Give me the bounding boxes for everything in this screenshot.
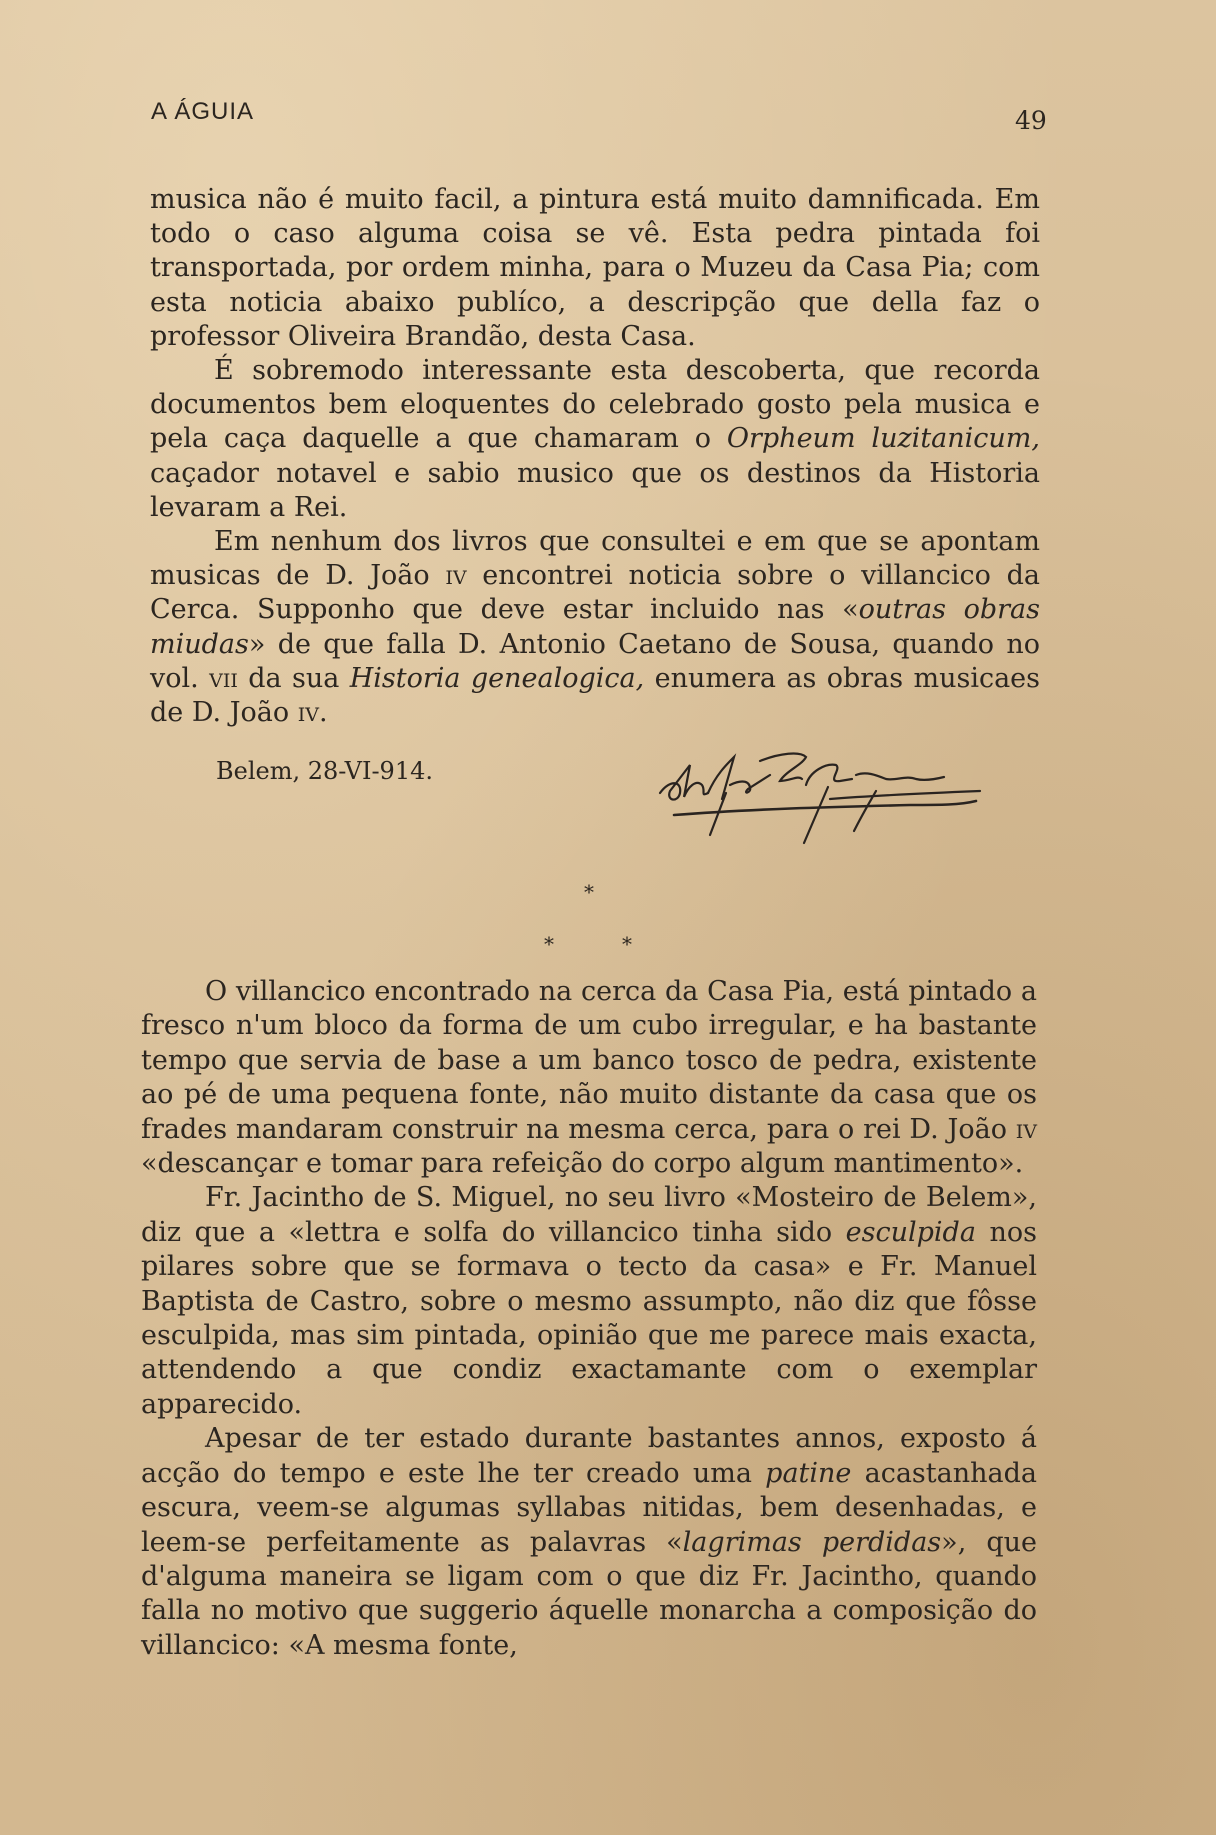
asterisk: * xyxy=(622,932,632,956)
paragraph: Em nenhum dos livros que consultei e em que se apontam musicas de D. João iv encontrei noticia sobre o villancico da Cerca. Supponho que deve estar incluido nas «outras obras miudas» de que falla D. Antonio Caetano de Sousa, quando no vol. vii da sua Historia genealogica, enumera as obras musicaes de D. João iv. xyxy=(150,526,1041,729)
italic-phrase: esculpida xyxy=(845,1216,976,1248)
italic-phrase: outras obras miudas xyxy=(150,594,1040,660)
text-block-top xyxy=(150,183,1040,730)
text-block-bottom xyxy=(141,975,1037,1663)
running-title: A ÁGUIA xyxy=(151,98,255,125)
paragraph: O villancico encontrado na cerca da Casa Pia, está pintado a fresco n'um bloco da forma de um cubo irregular, e ha bastante tempo que servia de base a um banco tosco de pedra, existente ao pé de uma pequena fonte, não muito distante da casa que os frades mandaram construir na mesma cerca, para o rei D. João iv «descançar e tomar para refeição do corpo algum mantimento». xyxy=(141,976,1037,1180)
page-number: 49 xyxy=(1015,106,1047,135)
paragraph: É sobremodo interessante esta descoberta, que recorda documentos bem eloquentes do celebrado gosto pela musica e pela caça daquelle a que chamaram o Orpheum luzitanicum, caçador notavel e sabio musico que os destinos da Historia levaram a Rei. xyxy=(150,355,1040,523)
asterisk: * xyxy=(584,880,594,904)
paragraph: Apesar de ter estado durante bastantes annos, exposto á acção do tempo e este lhe ter creado uma patine acastanhada escura, veem-se algumas syllabas nitidas, bem desenhadas, e leem-se perfeitamente as palavras «lagrimas perdidas», que d'alguma maneira se ligam com o que diz Fr. Jacintho, quando falla no motivo que suggerio áquelle monarcha a composição do villancico: «A mesma fonte, xyxy=(141,1423,1037,1661)
italic-phrase: patine xyxy=(765,1457,852,1489)
asterisk: * xyxy=(544,932,554,956)
paragraph: musica não é muito facil, a pintura está muito damnificada. Em todo o caso alguma coisa se vê. Esta pedra pintada foi transportada, por ordem minha, para o Muzeu da Casa Pia; com esta noticia abaixo publíco, a descripção que della faz o professor Oliveira Brandão, desta Casa. xyxy=(150,184,1040,352)
italic-phrase: Historia genealogica, xyxy=(349,662,645,694)
italic-phrase: lagrimas perdidas xyxy=(682,1526,942,1558)
paragraph: Fr. Jacintho de S. Miguel, no seu livro «Mosteiro de Belem», diz que a «lettra e solfa do villancico tinha sido esculpida nos pilares sobre que se formava o tecto da casa» e Fr. Manuel Baptista de Castro, sobre o mesmo assumpto, não diz que fôsse esculpida, mas sim pintada, opinião que me parece mais exacta, attendendo a que condiz exactamante com o exemplar apparecido. xyxy=(141,1182,1037,1420)
asterism xyxy=(538,880,648,956)
handwritten-signature xyxy=(630,735,1030,845)
italic-phrase: Orpheum luzitanicum, xyxy=(726,423,1040,455)
place-date: Belem, 28-VI-914. xyxy=(216,757,433,785)
